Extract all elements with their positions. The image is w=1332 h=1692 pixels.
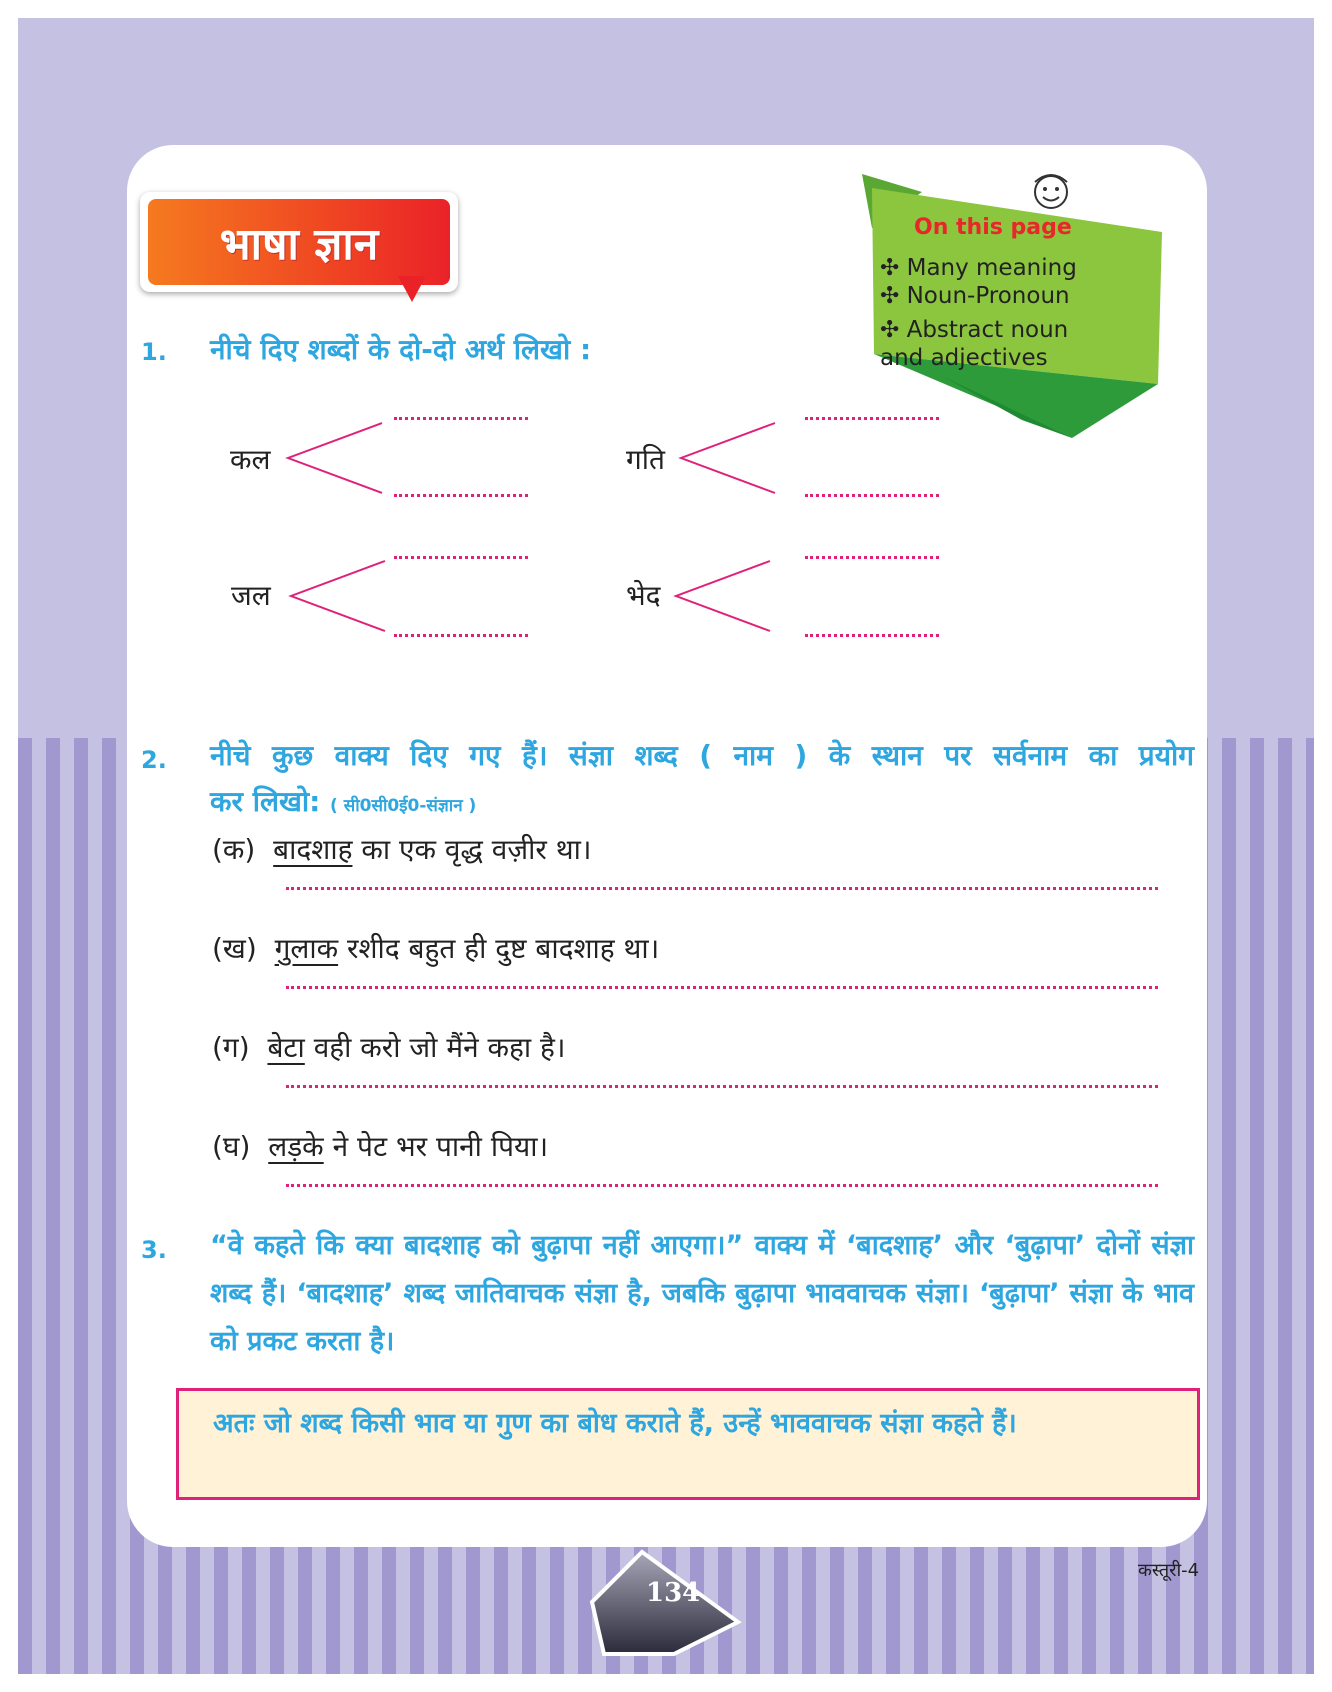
on-this-page-item: ✣ Abstract noun and adjectives [880,317,1069,371]
definition-note-box: अतः जो शब्द किसी भाव या गुण का बोध कराते हैं, उन्हें भाववाचक संज्ञा कहते हैं। [176,1388,1200,1500]
word-kal: कल [230,443,271,476]
answer-blank[interactable] [805,556,939,559]
q2-item: (क) बादशाह का एक वृद्ध वज़ीर था। [212,833,592,866]
fork-lines [673,415,783,505]
q2-number: 2. [141,746,167,774]
word-jal: जल [231,579,271,612]
heading-tail-shape [398,276,426,302]
fork-lines [283,553,393,643]
q2-text-line1: नीचे कुछ वाक्य दिए गए हैं। संज्ञा शब्द ( नाम ) के स्थान पर सर्वनाम का प्रयोग [210,739,1194,772]
answer-line[interactable] [286,887,1158,890]
q3-text: “वे कहते कि क्या बादशाह को बुढ़ापा नहीं आएगा।” वाक्य में ‘बादशाह’ और ‘बुढ़ापा’ दोनों संज्ञा शब्द हैं। ‘बादशाह’ शब्द जातिवाचक संज्ञा है, जबकि बुढ़ापा भाववाचक संज्ञा। ‘बुढ़ापा’ संज्ञा के भाव को प्रकट करता है। [210,1230,1194,1357]
on-this-page-title: On this page [914,215,1072,240]
smiley-face-icon [1035,176,1067,208]
on-this-page-item: ✣ Noun-Pronoun [880,283,1070,309]
section-heading: भाषा ज्ञान [219,219,379,270]
q3-number: 3. [141,1236,167,1264]
q2-item: (ग) बेटा वही करो जो मैंने कहा है। [212,1031,566,1064]
on-this-page-item: ✣ Many meaning [880,255,1077,281]
answer-blank[interactable] [805,417,939,420]
answer-line[interactable] [286,1085,1158,1088]
answer-blank[interactable] [805,634,939,637]
q2-text-line2: कर लिखो: ( सी0सी0ई0-संज्ञान ) [210,785,477,818]
fork-lines [280,415,390,505]
on-this-page-list [880,254,1090,372]
answer-blank[interactable] [394,417,528,420]
answer-line[interactable] [286,986,1158,989]
fork-lines [668,553,778,643]
q2-item: (घ) लड़के ने पेट भर पानी पिया। [212,1130,549,1163]
answer-blank[interactable] [805,494,939,497]
q2-item: (ख) गुलाक रशीद बहुत ही दुष्ट बादशाह था। [212,932,660,965]
answer-blank[interactable] [394,634,528,637]
q1-text: नीचे दिए शब्दों के दो-दो अर्थ लिखो : [210,333,592,366]
word-bhed: भेद [626,579,661,612]
answer-blank[interactable] [394,556,528,559]
answer-blank[interactable] [394,494,528,497]
q1-number: 1. [141,338,167,366]
page-number: 134 [646,1578,701,1608]
answer-line[interactable] [286,1184,1158,1187]
book-brand: कस्तूरी-4 [1138,1560,1200,1581]
word-gati: गति [626,443,665,476]
q2-source: ( सी0सी0ई0-संज्ञान ) [330,796,477,816]
section-heading-fill [148,199,450,285]
